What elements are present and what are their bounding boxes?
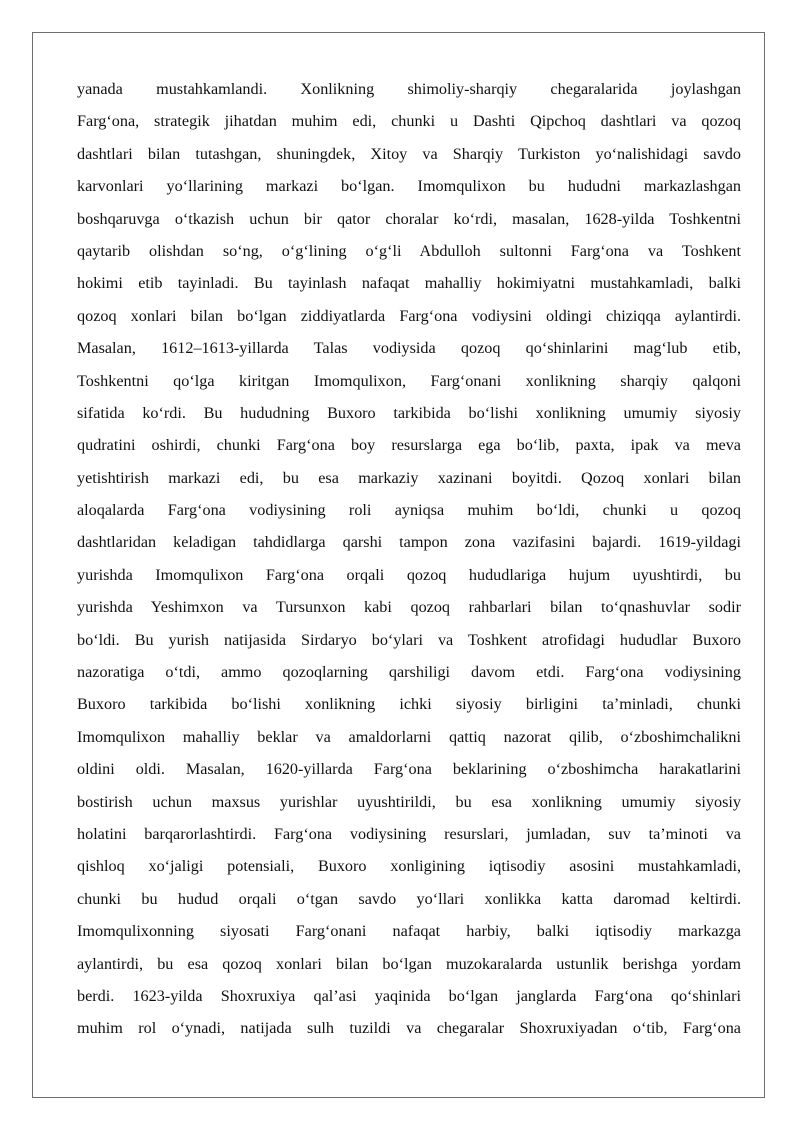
document-body	[77, 73, 741, 1045]
text-line: oldini oldi. Masalan, 1620-yillarda Farg‘ona beklarining o‘zboshimcha harakatlarini	[77, 760, 741, 779]
text-line: Imomqulixonning siyosati Farg‘onani nafaqat harbiy, balki iqtisodiy markazga	[77, 922, 741, 941]
text-line: bo‘ldi. Bu yurish natijasida Sirdaryo bo‘ylari va Toshkent atrofidagi hududlar Buxoro	[77, 630, 741, 649]
text-line: qozoq xonlari bilan bo‘lgan ziddiyatlarda Farg‘ona vodiysini oldingi chiziqqa aylantirdi.	[77, 306, 741, 325]
text-line: qudratini oshirdi, chunki Farg‘ona boy resurslarga ega bo‘lib, paxta, ipak va meva	[77, 436, 741, 455]
text-line: karvonlari yo‘llarining markazi bo‘lgan. Imomqulixon bu hududni markazlashgan	[77, 177, 741, 196]
text-line: yetishtirish markazi edi, bu esa markaziy xazinani boyitdi. Qozoq xonlari bilan	[77, 468, 741, 487]
text-line: holatini barqarorlashtirdi. Farg‘ona vodiysining resurslari, jumladan, suv ta’minoti va	[77, 824, 741, 843]
text-line: dashtlaridan keladigan tahdidlarga qarshi tampon zona vazifasini bajardi. 1619-yildagi	[77, 533, 741, 552]
text-line: yanada mustahkamlandi. Xonlikning shimoliy-sharqiy chegaralarida joylashgan	[77, 80, 741, 98]
text-line: Buxoro tarkibida bo‘lishi xonlikning ichki siyosiy birligini ta’minladi, chunki	[77, 695, 741, 714]
text-line: yurishda Imomqulixon Farg‘ona orqali qozoq hududlariga hujum uyushtirdi, bu	[77, 565, 741, 584]
text-line: chunki bu hudud orqali o‘tgan savdo yo‘llari xonlikka katta daromad keltirdi.	[77, 889, 741, 908]
text-line: Farg‘ona, strategik jihatdan muhim edi, chunki u Dashti Qipchoq dashtlari va qozoq	[77, 112, 741, 131]
text-line: dashtlari bilan tutashgan, shuningdek, Xitoy va Sharqiy Turkiston yo‘nalishidagi savdo	[77, 144, 741, 163]
text-line: bostirish uchun maxsus yurishlar uyushtirildi, bu esa xonlikning umumiy siyosiy	[77, 792, 741, 811]
text-line: qishloq xo‘jaligi potensiali, Buxoro xonligining iqtisodiy asosini mustahkamladi,	[77, 857, 741, 876]
text-line: boshqaruvga o‘tkazish uchun bir qator choralar ko‘rdi, masalan, 1628-yilda Toshkentni	[77, 209, 741, 228]
text-line: muhim rol o‘ynadi, natijada sulh tuzildi va chegaralar Shoxruxiyadan o‘tib, Farg‘ona	[77, 1019, 741, 1038]
text-line: Imomqulixon mahalliy beklar va amaldorlarni qattiq nazorat qilib, o‘zboshimchalikni	[77, 727, 741, 746]
text-line: berdi. 1623-yilda Shoxruxiya qal’asi yaqinida bo‘lgan janglarda Farg‘ona qo‘shinlari	[77, 986, 741, 1005]
text-line: hokimi etib tayinladi. Bu tayinlash nafaqat mahalliy hokimiyatni mustahkamladi, balki	[77, 274, 741, 293]
text-line: yurishda Yeshimxon va Tursunxon kabi qozoq rahbarlari bilan to‘qnashuvlar sodir	[77, 598, 741, 617]
text-line: aylantirdi, bu esa qozoq xonlari bilan bo‘lgan muzokaralarda ustunlik berishga yordam	[77, 954, 741, 973]
text-line: sifatida ko‘rdi. Bu hududning Buxoro tarkibida bo‘lishi xonlikning umumiy siyosiy	[77, 403, 741, 422]
text-line: aloqalarda Farg‘ona vodiysining roli ayniqsa muhim bo‘ldi, chunki u qozoq	[77, 501, 741, 520]
text-line: Toshkentni qo‘lga kiritgan Imomqulixon, Farg‘onani xonlikning sharqiy qalqoni	[77, 371, 741, 390]
text-line: nazoratiga o‘tdi, ammo qozoqlarning qarshiligi davom etdi. Farg‘ona vodiysining	[77, 663, 741, 682]
text-line: Masalan, 1612–1613-yillarda Talas vodiysida qozoq qo‘shinlarini mag‘lub etib,	[77, 339, 741, 358]
text-line: qaytarib olishdan so‘ng, o‘g‘lining o‘g‘li Abdulloh sultonni Farg‘ona va Toshkent	[77, 241, 741, 260]
